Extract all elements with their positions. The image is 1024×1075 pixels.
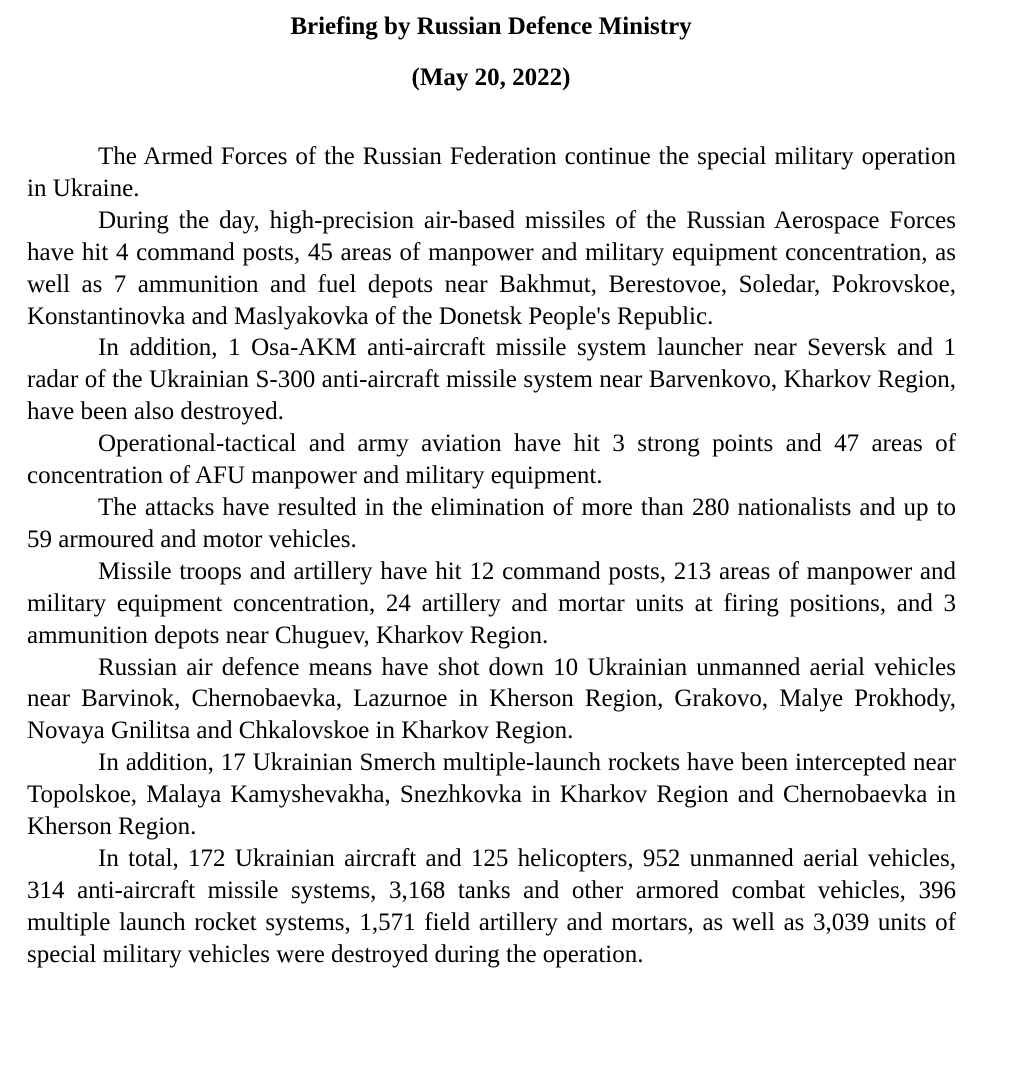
- paragraph: In addition, 17 Ukrainian Smerch multiple-launch rockets have been intercepted near Topolskoe, Malaya Kamyshevakha, Snezhkovka in Kharkov Region and Chernobaevka in Kherson Region.: [27, 749, 956, 841]
- document-body: [27, 141, 956, 971]
- paragraph: In addition, 1 Osa-AKM anti-aircraft missile system launcher near Seversk and 1 radar of the Ukrainian S-300 anti-aircraft missile system near Barvenkovo, Kharkov Region, have been also destroyed.: [27, 334, 956, 426]
- paragraph: Missile troops and artillery have hit 12 command posts, 213 areas of manpower and military equipment concentration, 24 artillery and mortar units at firing positions, and 3 ammunition depots near Chuguev, Kharkov Region.: [27, 557, 956, 649]
- document-title: Briefing by Russian Defence Ministry: [290, 13, 692, 40]
- paragraph: Russian air defence means have shot down 10 Ukrainian unmanned aerial vehicles near Barvinok, Chernobaevka, Lazurnoe in Kherson Region, Grakovo, Malye Prokhody, Novaya Gnilitsa and Chkalovskoe in Kharkov Region.: [27, 653, 956, 745]
- paragraph: The Armed Forces of the Russian Federation continue the special military operation in Ukraine.: [27, 143, 956, 202]
- paragraph: Operational-tactical and army aviation have hit 3 strong points and 47 areas of concentration of AFU manpower and military equipment.: [27, 430, 956, 490]
- paragraph: During the day, high-precision air-based missiles of the Russian Aerospace Forces have hit 4 command posts, 45 areas of manpower and military equipment concentration, as well as 7 ammunition and fuel depots near Bakhmut, Berestovoe, Soledar, Pokrovskoe, Konstantinovka and Maslyakovka of the Donetsk People's Republic.: [27, 206, 956, 330]
- paragraph: In total, 172 Ukrainian aircraft and 125 helicopters, 952 unmanned aerial vehicles, 314 anti-aircraft missile systems, 3,168 tanks and other armored combat vehicles, 396 multiple launch rocket systems, 1,571 field artillery and mortars, as well as 3,039 units of special military vehicles were destroyed during the operation.: [27, 844, 956, 968]
- document-date: (May 20, 2022): [411, 64, 571, 91]
- paragraph: The attacks have resulted in the elimination of more than 280 nationalists and up to 59 armoured and motor vehicles.: [27, 493, 956, 553]
